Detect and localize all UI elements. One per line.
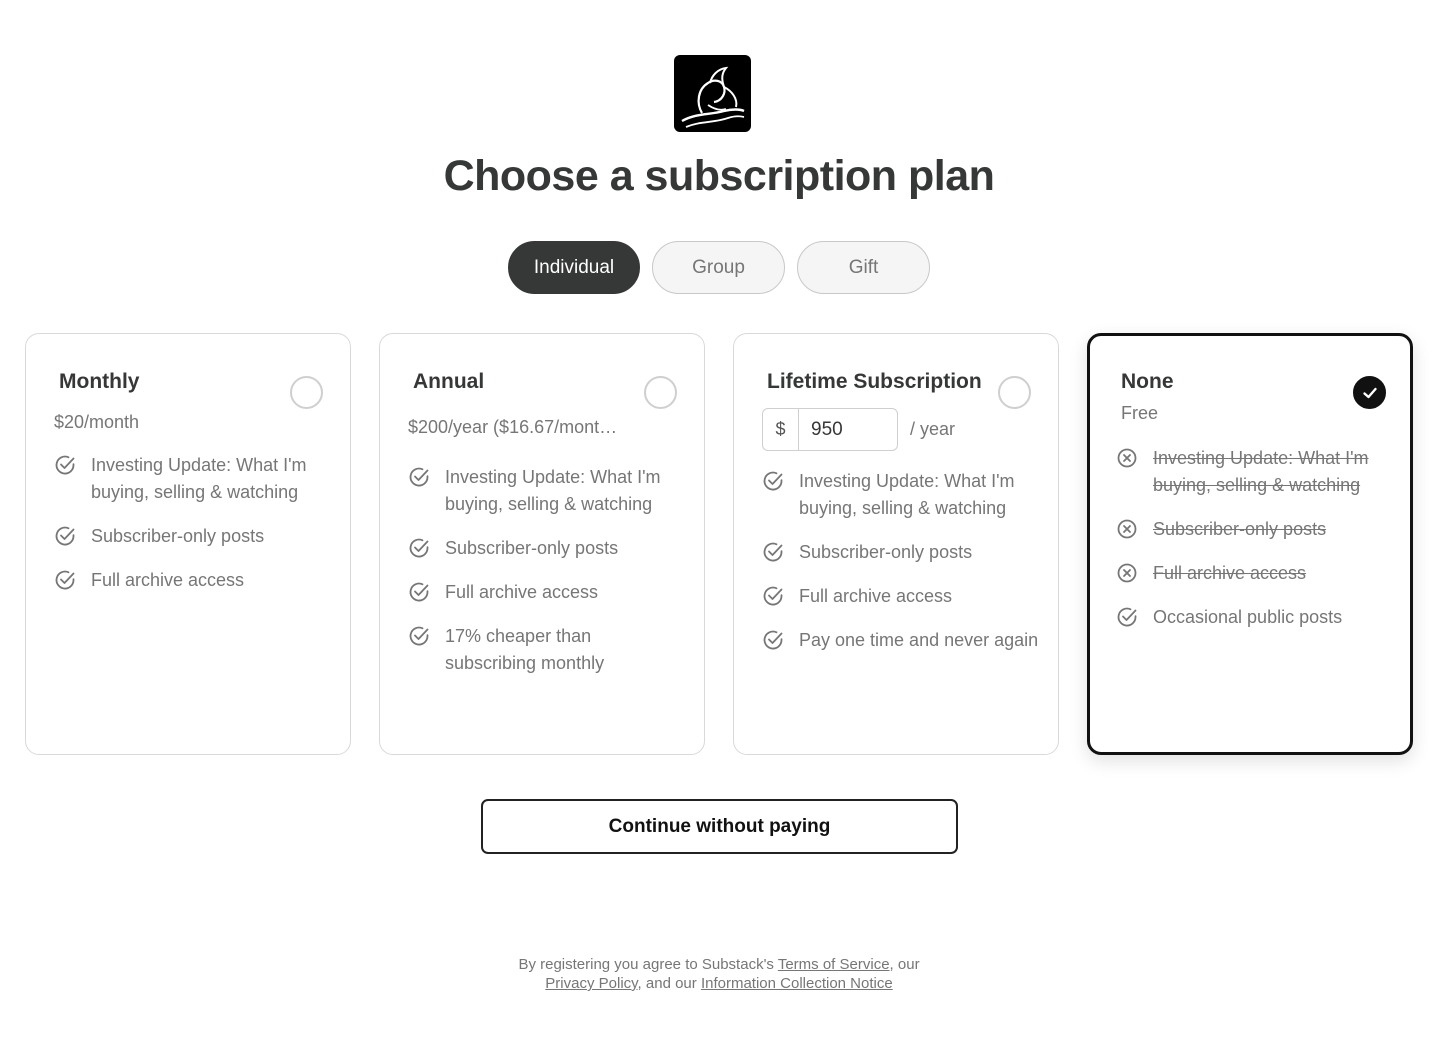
- plan-price: Free: [1121, 403, 1159, 423]
- check-circle-icon: [54, 525, 76, 547]
- legal-notice: By registering you agree to Substack's Terms of Service, our Privacy Policy, and our Information Collection Notice: [518, 956, 920, 992]
- feature-item-excluded: Subscriber-only posts: [1116, 516, 1392, 543]
- check-circle-icon: [762, 629, 784, 651]
- feature-item-excluded: Full archive access: [1116, 560, 1392, 587]
- feature-item: Investing Update: What I'm buying, selling & watching: [762, 468, 1040, 522]
- plan-card-lifetime[interactable]: [733, 333, 1059, 755]
- feature-item: 17% cheaper than subscribing monthly: [408, 623, 686, 677]
- page-title: Choose a subscription plan: [443, 152, 995, 200]
- check-circle-icon: [762, 541, 784, 563]
- currency-symbol: $: [762, 408, 798, 451]
- publication-logo-icon: [674, 55, 751, 132]
- check-circle-icon: [408, 625, 430, 647]
- check-circle-icon: [408, 581, 430, 603]
- plan-card-annual[interactable]: [379, 333, 705, 755]
- continue-without-paying-button[interactable]: Continue without paying: [481, 799, 958, 854]
- amount-period: / year: [910, 419, 956, 439]
- privacy-policy-link[interactable]: Privacy Policy: [545, 975, 638, 992]
- plan-card-monthly[interactable]: [25, 333, 351, 755]
- plan-features: [1116, 445, 1392, 648]
- check-circle-icon: [1116, 606, 1138, 628]
- check-circle-icon: [408, 537, 430, 559]
- x-circle-icon: [1116, 518, 1138, 540]
- tab-individual[interactable]: Individual: [508, 241, 640, 294]
- feature-item: Full archive access: [762, 583, 1040, 610]
- tab-group[interactable]: Group: [652, 241, 785, 294]
- feature-item: Investing Update: What I'm buying, selling & watching: [54, 452, 332, 506]
- plan-radio[interactable]: [998, 376, 1031, 409]
- check-circle-icon: [762, 585, 784, 607]
- x-circle-icon: [1116, 562, 1138, 584]
- amount-input[interactable]: [798, 408, 898, 451]
- plan-price: $20/month: [54, 412, 140, 432]
- feature-item-excluded: Investing Update: What I'm buying, selling & watching: [1116, 445, 1392, 499]
- x-circle-icon: [1116, 447, 1138, 469]
- plan-name: None: [1121, 370, 1174, 393]
- feature-item: Pay one time and never again: [762, 627, 1040, 654]
- tab-gift[interactable]: Gift: [797, 241, 930, 294]
- feature-item: Occasional public posts: [1116, 604, 1392, 631]
- check-circle-icon: [762, 470, 784, 492]
- plan-radio[interactable]: [644, 376, 677, 409]
- feature-item: Full archive access: [54, 567, 332, 594]
- feature-item: Subscriber-only posts: [408, 535, 686, 562]
- plan-name: Annual: [413, 370, 485, 393]
- plan-name: Monthly: [59, 370, 140, 393]
- feature-item: Investing Update: What I'm buying, selling & watching: [408, 464, 686, 518]
- feature-item: Subscriber-only posts: [54, 523, 332, 550]
- plan-type-tabs: [0, 241, 1438, 294]
- check-circle-icon: [54, 454, 76, 476]
- plan-features: [762, 468, 1040, 671]
- plan-price: $200/year ($16.67/mont…: [408, 417, 618, 437]
- plan-radio[interactable]: [290, 376, 323, 409]
- publication-logo: [674, 55, 751, 132]
- plan-card-none[interactable]: [1087, 333, 1413, 755]
- custom-amount: [762, 408, 955, 451]
- plan-name: Lifetime Subscription: [767, 370, 982, 393]
- plan-features: [54, 452, 332, 611]
- feature-item: Subscriber-only posts: [762, 539, 1040, 566]
- check-circle-icon: [408, 466, 430, 488]
- check-circle-icon: [54, 569, 76, 591]
- terms-of-service-link[interactable]: Terms of Service: [777, 956, 890, 973]
- checkmark-icon: [1361, 384, 1379, 402]
- plan-features: [408, 464, 686, 694]
- feature-item: Full archive access: [408, 579, 686, 606]
- information-collection-notice-link[interactable]: Information Collection Notice: [700, 975, 893, 992]
